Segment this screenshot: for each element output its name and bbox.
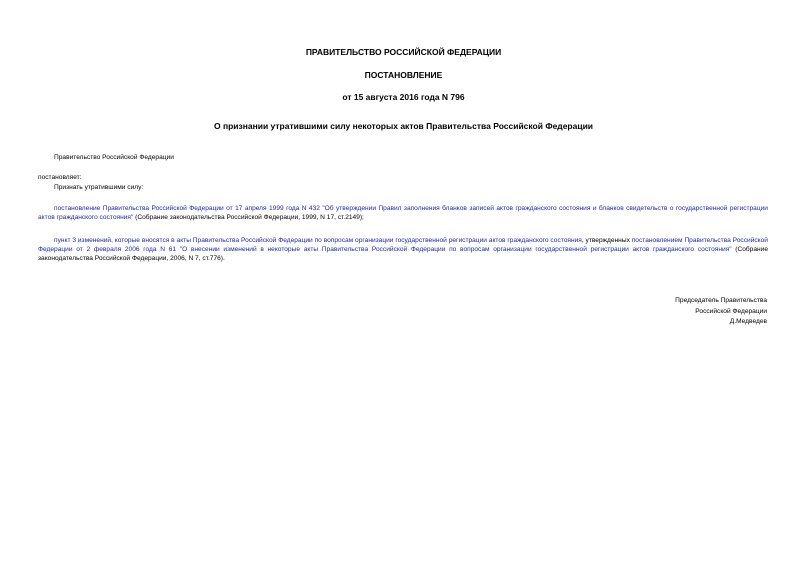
item2-source: (Собрание законодательства Российской Федерации, 2006, N 7, ст.776).	[38, 246, 768, 262]
document-type-heading: ПОСТАНОВЛЕНИЕ	[364, 70, 443, 80]
amendments-point-3-link[interactable]: пункт 3 изменений, которые вносятся в акты Правительства Российской Федерации по вопросам организации государственной регистрации актов гражданского состояния	[54, 237, 582, 244]
document-title: О признании утратившими силу некоторых актов Правительства Российской Федерации	[213, 121, 594, 131]
decree-61-link[interactable]: постановлением Правительства Российской Федерации от 2 февраля 2006 года N 61 "О внесении изменений в некоторые акты Правительства Российской Федерации по вопросам организации государственной регистрации актов гражданского состояния"	[38, 237, 768, 253]
item2-connector: , утвержденных	[581, 237, 632, 244]
intro-text: Правительство Российской Федерации	[54, 154, 174, 161]
decree-432-link[interactable]: постановление Правительства Российской Федерации от 17 апреля 1999 года N 432 "Об утверждении Правил заполнения бланков записей актов гражданского состояния и бланков свидетельств о государственной регистрации актов гражданского состояния"	[38, 205, 768, 221]
document-date-number: от 15 августа 2016 года N 796	[342, 92, 465, 102]
recognize-text: Признать утратившими силу:	[54, 184, 144, 191]
signature-organization: Российской Федерации	[695, 307, 767, 315]
decides-text: постановляет:	[38, 174, 82, 181]
signature-block	[675, 296, 767, 328]
item1-source: (Собрание законодательства Российской Федерации, 1999, N 17, ст.2149);	[133, 214, 364, 221]
repeal-item-1	[38, 204, 768, 222]
government-heading: ПРАВИТЕЛЬСТВО РОССИЙСКОЙ ФЕДЕРАЦИИ	[305, 47, 502, 57]
signature-name: Д.Медведев	[729, 318, 767, 325]
signature-position: Председатель Правительства	[675, 297, 767, 304]
repeal-item-2	[38, 236, 768, 263]
